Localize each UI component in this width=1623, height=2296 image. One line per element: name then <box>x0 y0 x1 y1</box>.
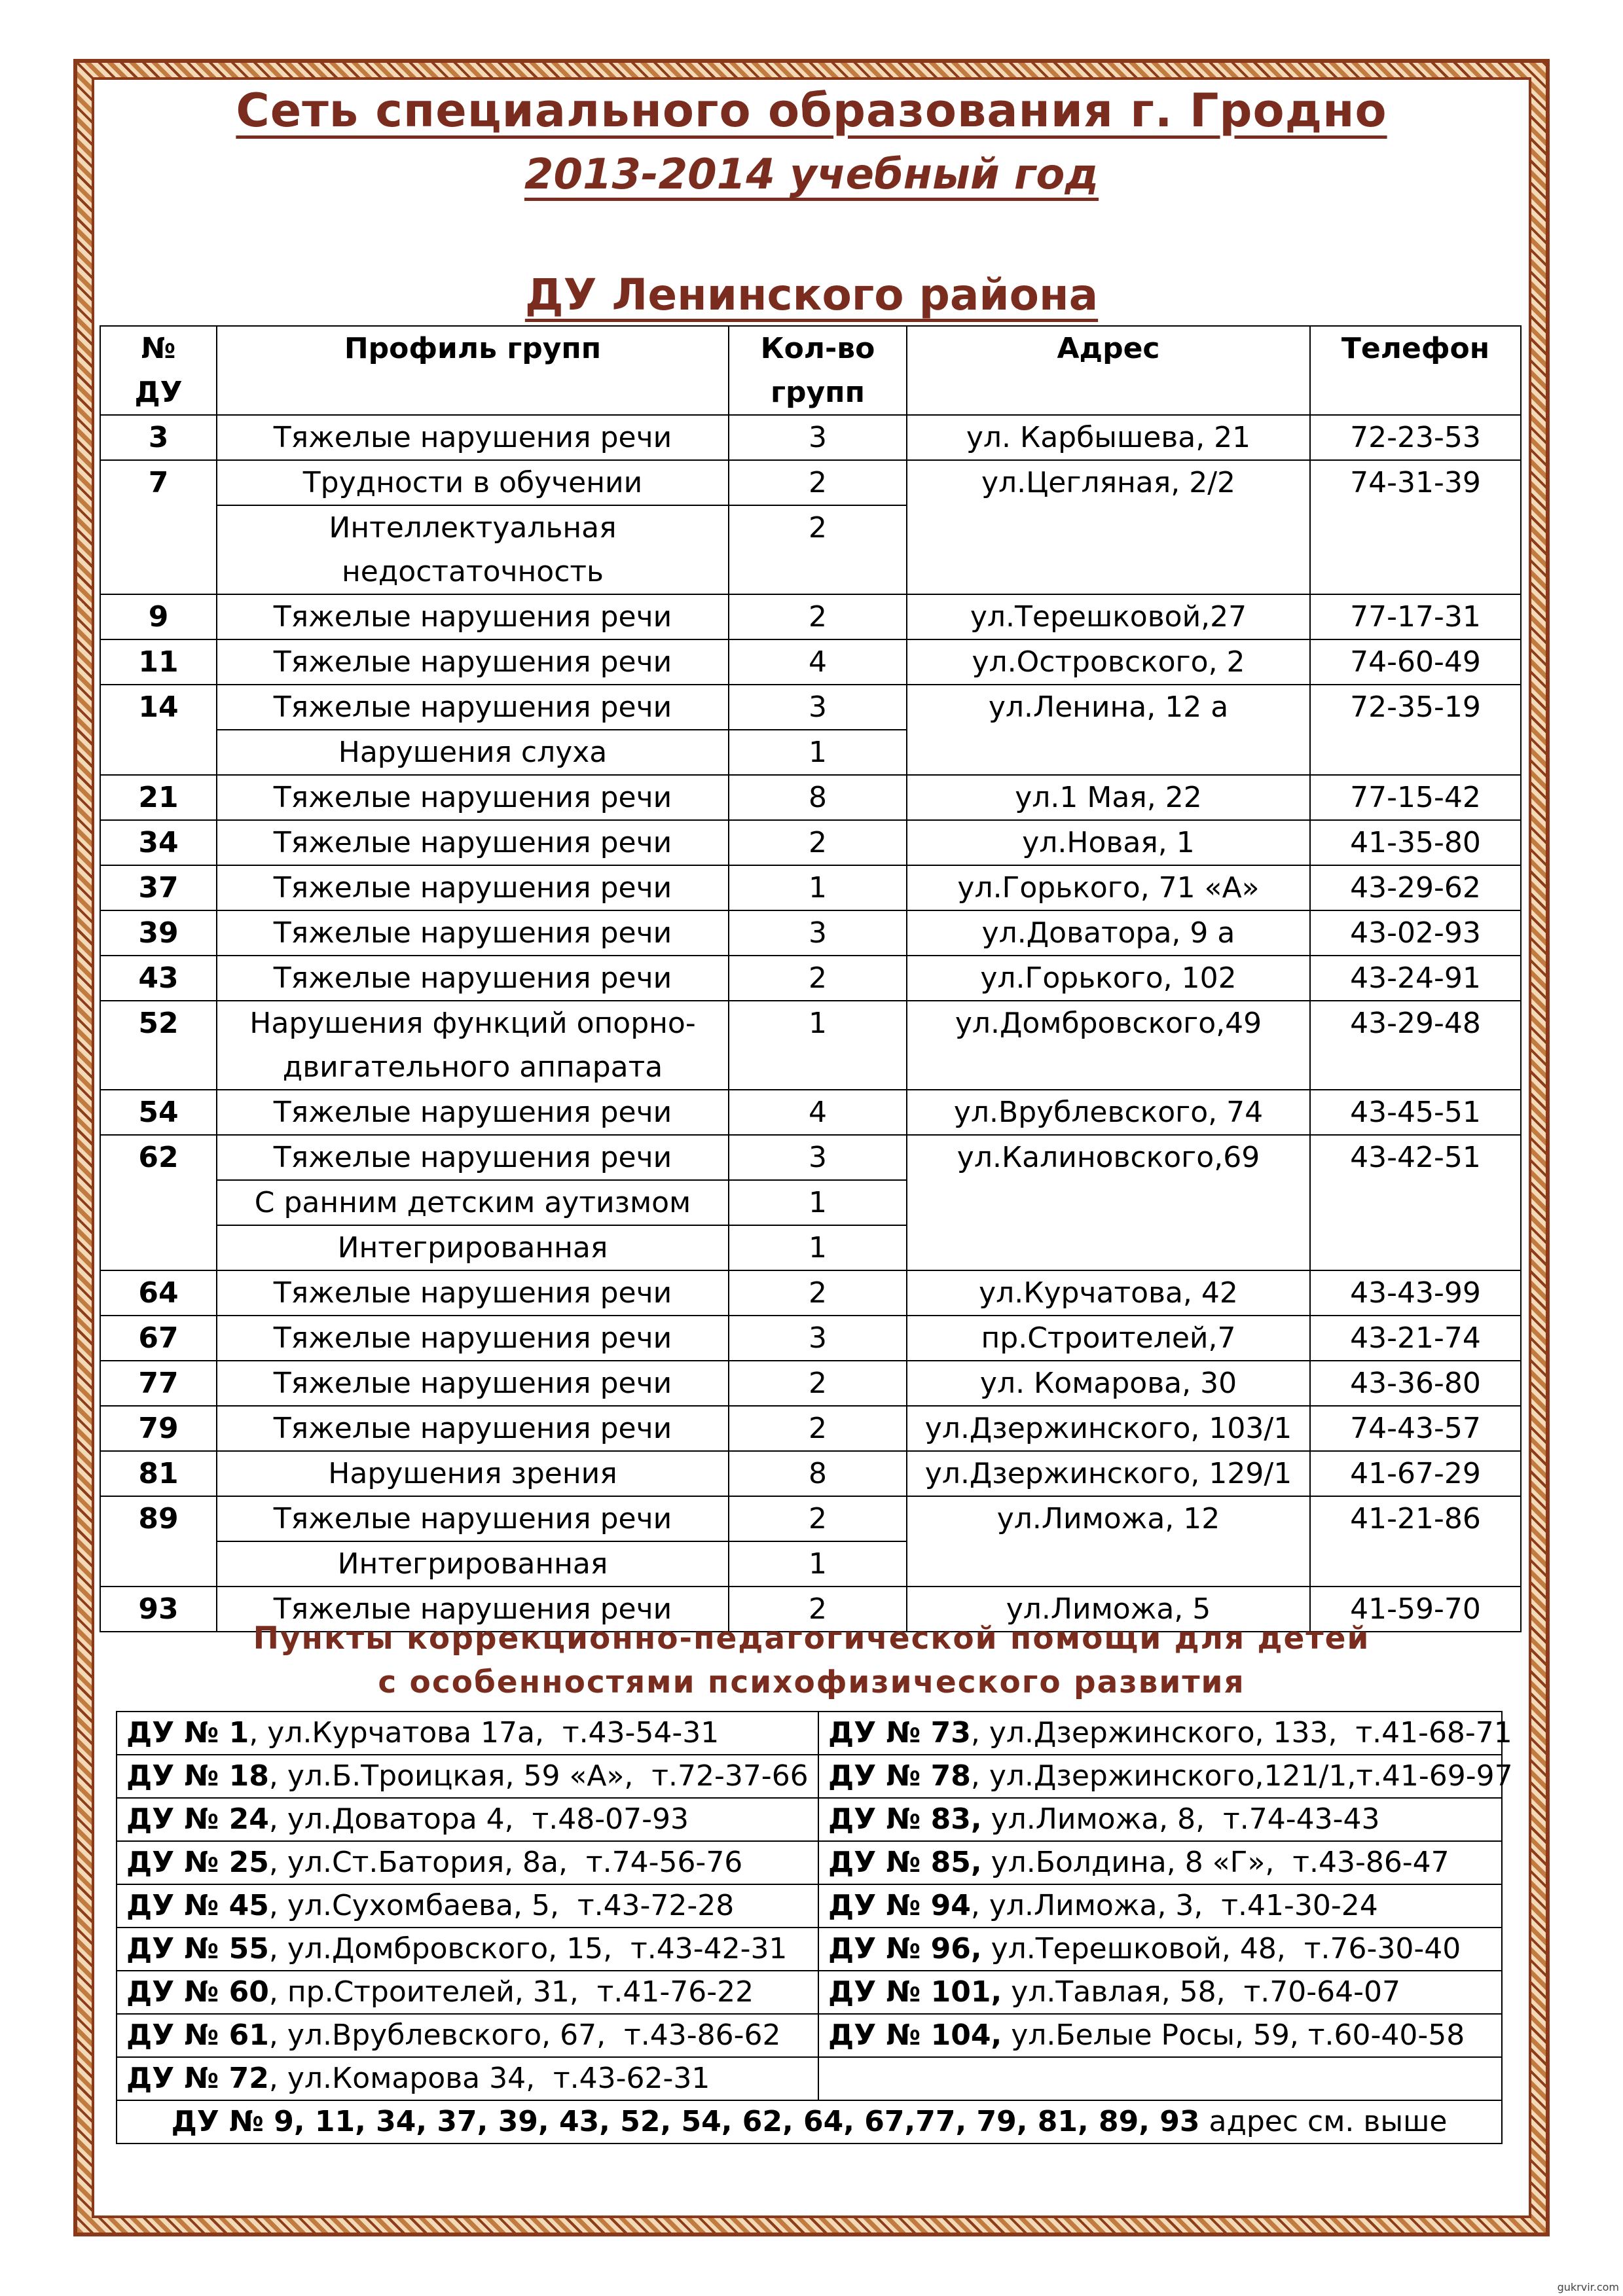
point-address: , ул.Врублевского, 67, т.43-86-62 <box>268 2018 781 2052</box>
group-count: 2 <box>729 460 907 505</box>
point-address: ул.Болдина, 8 «Г», т.43-86-47 <box>981 1846 1450 1879</box>
footer-du-list: ДУ № 9, 11, 34, 37, 39, 43, 52, 54, 62, 64, 67,77, 79, 81, 89, 93 <box>171 2105 1200 2138</box>
group-profile: Тяжелые нарушения речи <box>217 1361 729 1406</box>
point-address: , пр.Строителей, 31, т.41-76-22 <box>268 1975 754 2009</box>
point-address: , ул.Ст.Батория, 8а, т.74-56-76 <box>268 1846 743 1879</box>
point-address: , ул.Дзержинского, 133, т.41-68-71 <box>970 1716 1512 1749</box>
table-row <box>100 1496 1521 1541</box>
point-du-number: ДУ № 104, <box>828 2018 1002 2052</box>
point-du-number: ДУ № 101, <box>828 1975 1002 2009</box>
group-profile: Тяжелые нарушения речи <box>217 775 729 820</box>
point-du-number: ДУ № 60 <box>126 1975 269 2009</box>
point-entry <box>117 1712 818 1755</box>
group-count: 2 <box>729 505 907 594</box>
du-number: 37 <box>100 865 217 910</box>
du-number: 43 <box>100 956 217 1001</box>
group-count: 2 <box>729 594 907 639</box>
empty-cell <box>818 2057 1502 2100</box>
group-profile: Тяжелые нарушения речи <box>217 685 729 730</box>
point-du-number: ДУ № 18 <box>126 1759 269 1793</box>
column-header-profile: Профиль групп <box>217 326 729 415</box>
group-count: 4 <box>729 639 907 685</box>
group-profile: Тяжелые нарушения речи <box>217 1316 729 1361</box>
phone: 43-43-99 <box>1310 1270 1521 1316</box>
phone: 74-60-49 <box>1310 639 1521 685</box>
group-count: 8 <box>729 1451 907 1496</box>
group-count: 8 <box>729 775 907 820</box>
school-year: 2013-2014 учебный год <box>524 151 1099 199</box>
column-header-phone: Телефон <box>1310 326 1521 415</box>
point-du-number: ДУ № 24 <box>126 1803 269 1836</box>
point-address: , ул.Домбровского, 15, т.43-42-31 <box>268 1932 788 1965</box>
table-row <box>100 910 1521 956</box>
point-entry <box>818 1798 1502 1841</box>
correction-points-table <box>116 1711 1513 2144</box>
du-number: 21 <box>100 775 217 820</box>
phone: 43-24-91 <box>1310 956 1521 1001</box>
table-row <box>100 1361 1521 1406</box>
du-number: 14 <box>100 685 217 775</box>
address: ул.Лиможа, 5 <box>907 1587 1310 1632</box>
du-number: 93 <box>100 1587 217 1632</box>
group-profile: Интегрированная <box>217 1541 729 1587</box>
group-profile: Тяжелые нарушения речи <box>217 1406 729 1451</box>
table-row <box>117 1712 1502 1755</box>
address: ул.Домбровского,49 <box>907 1001 1310 1090</box>
point-du-number: ДУ № 83, <box>828 1803 982 1836</box>
address: ул.Цегляная, 2/2 <box>907 460 1310 594</box>
table-row <box>117 1928 1502 1971</box>
point-entry <box>117 1971 818 2014</box>
group-count: 3 <box>729 415 907 460</box>
address: ул.1 Мая, 22 <box>907 775 1310 820</box>
group-count: 1 <box>729 865 907 910</box>
table-row <box>100 1001 1521 1090</box>
table-row <box>117 1971 1502 2014</box>
group-profile: Интегрированная <box>217 1225 729 1270</box>
du-number: 54 <box>100 1090 217 1135</box>
group-profile: Тяжелые нарушения речи <box>217 865 729 910</box>
group-profile: Тяжелые нарушения речи <box>217 1135 729 1180</box>
point-address: , ул.Б.Троицкая, 59 «А», т.72-37-66 <box>268 1759 809 1793</box>
point-entry <box>818 1928 1502 1971</box>
phone: 43-42-51 <box>1310 1135 1521 1270</box>
table-row <box>100 1451 1521 1496</box>
group-profile: Тяжелые нарушения речи <box>217 639 729 685</box>
address: ул.Горького, 102 <box>907 956 1310 1001</box>
point-address: ул.Тавлая, 58, т.70-64-07 <box>1002 1975 1400 2009</box>
group-count: 3 <box>729 910 907 956</box>
group-count: 2 <box>729 1496 907 1541</box>
du-number: 64 <box>100 1270 217 1316</box>
table-row <box>117 1755 1502 1798</box>
du-number: 67 <box>100 1316 217 1361</box>
group-profile: Тяжелые нарушения речи <box>217 1496 729 1541</box>
address: ул.Доватора, 9 а <box>907 910 1310 956</box>
table-row <box>100 1135 1521 1180</box>
du-number: 7 <box>100 460 217 594</box>
address: ул. Карбышева, 21 <box>907 415 1310 460</box>
table-row <box>100 594 1521 639</box>
du-number: 89 <box>100 1496 217 1587</box>
column-header-count <box>729 326 907 415</box>
group-profile: Нарушения слуха <box>217 730 729 775</box>
group-profile: Тяжелые нарушения речи <box>217 910 729 956</box>
du-number: 77 <box>100 1361 217 1406</box>
phone: 41-59-70 <box>1310 1587 1521 1632</box>
du-number: 9 <box>100 594 217 639</box>
table-row <box>100 460 1521 505</box>
table-row <box>100 415 1521 460</box>
point-du-number: ДУ № 94 <box>828 1889 971 1922</box>
phone: 41-21-86 <box>1310 1496 1521 1587</box>
point-address: , ул.Сухомбаева, 5, т.43-72-28 <box>268 1889 735 1922</box>
point-du-number: ДУ № 1 <box>126 1716 249 1749</box>
point-entry <box>818 1755 1513 1798</box>
point-address: , ул.Дзержинского,121/1,т.41-69-97 <box>970 1759 1513 1793</box>
point-address: ул.Белые Росы, 59, т.60-40-58 <box>1002 2018 1465 2052</box>
group-count: 1 <box>729 1541 907 1587</box>
group-profile: Трудности в обучении <box>217 460 729 505</box>
du-number: 62 <box>100 1135 217 1270</box>
phone: 41-35-80 <box>1310 820 1521 865</box>
table-header-row <box>100 326 1521 415</box>
address: пр.Строителей,7 <box>907 1316 1310 1361</box>
group-count: 2 <box>729 1406 907 1451</box>
group-count: 2 <box>729 956 907 1001</box>
table-row <box>100 865 1521 910</box>
group-count: 3 <box>729 1135 907 1180</box>
group-profile: Нарушения зрения <box>217 1451 729 1496</box>
footer-note: адрес см. выше <box>1199 2105 1448 2138</box>
table-row <box>100 1090 1521 1135</box>
points-footer <box>117 2100 1502 2144</box>
page-title: Сеть специального образования г. Гродно <box>236 84 1387 137</box>
points-title-line1: Пункты коррекционно-педагогической помощи для детей <box>253 1621 1370 1657</box>
table-row <box>100 639 1521 685</box>
table-row <box>100 775 1521 820</box>
group-profile: Тяжелые нарушения речи <box>217 820 729 865</box>
address: ул. Комарова, 30 <box>907 1361 1310 1406</box>
point-entry <box>818 2014 1502 2057</box>
table-row <box>100 685 1521 730</box>
point-entry <box>117 1928 818 1971</box>
address: ул.Курчатова, 42 <box>907 1270 1310 1316</box>
points-table-body <box>117 1712 1513 2144</box>
points-title-line2: с особенностями психофизического развития <box>378 1664 1245 1700</box>
column-header-num-line1: № <box>141 332 176 365</box>
point-entry <box>818 1841 1502 1884</box>
group-profile: Интеллектуальная недостаточность <box>217 505 729 594</box>
group-count: 3 <box>729 1316 907 1361</box>
point-address: , ул.Комарова 34, т.43-62-31 <box>268 2062 710 2095</box>
point-entry <box>117 1755 818 1798</box>
group-profile: Тяжелые нарушения речи <box>217 1270 729 1316</box>
point-entry <box>117 1884 818 1928</box>
phone: 43-36-80 <box>1310 1361 1521 1406</box>
group-count: 2 <box>729 1587 907 1632</box>
address: ул.Новая, 1 <box>907 820 1310 865</box>
point-du-number: ДУ № 85, <box>828 1846 982 1879</box>
column-header-address: Адрес <box>907 326 1310 415</box>
phone: 74-43-57 <box>1310 1406 1521 1451</box>
point-du-number: ДУ № 78 <box>828 1759 971 1793</box>
table-row <box>117 1798 1502 1841</box>
point-address: ул.Терешковой, 48, т.76-30-40 <box>981 1932 1461 1965</box>
point-entry <box>117 2057 818 2100</box>
point-entry <box>818 1971 1502 2014</box>
address: ул.Дзержинского, 103/1 <box>907 1406 1310 1451</box>
address: ул.Врублевского, 74 <box>907 1090 1310 1135</box>
table-row <box>117 2100 1502 2144</box>
group-profile: Тяжелые нарушения речи <box>217 594 729 639</box>
group-profile: Нарушения функций опорно-двигательного аппарата <box>217 1001 729 1090</box>
point-du-number: ДУ № 45 <box>126 1889 269 1922</box>
phone: 74-31-39 <box>1310 460 1521 594</box>
point-du-number: ДУ № 55 <box>126 1932 269 1965</box>
group-profile: С ранним детским аутизмом <box>217 1180 729 1225</box>
point-address: , ул.Курчатова 17а, т.43-54-31 <box>249 1716 720 1749</box>
table-row <box>100 1270 1521 1316</box>
phone: 43-29-48 <box>1310 1001 1521 1090</box>
point-du-number: ДУ № 25 <box>126 1846 269 1879</box>
table-body <box>100 415 1521 1632</box>
group-profile: Тяжелые нарушения речи <box>217 1090 729 1135</box>
du-number: 81 <box>100 1451 217 1496</box>
du-number: 39 <box>100 910 217 956</box>
table-row <box>117 1841 1502 1884</box>
group-count: 1 <box>729 1225 907 1270</box>
group-count: 2 <box>729 820 907 865</box>
district-heading: ДУ Ленинского района <box>524 270 1099 320</box>
phone: 41-67-29 <box>1310 1451 1521 1496</box>
phone: 77-15-42 <box>1310 775 1521 820</box>
address: ул.Лиможа, 12 <box>907 1496 1310 1587</box>
address: ул.Дзержинского, 129/1 <box>907 1451 1310 1496</box>
phone: 43-45-51 <box>1310 1090 1521 1135</box>
group-profile: Тяжелые нарушения речи <box>217 1587 729 1632</box>
point-du-number: ДУ № 96, <box>828 1932 982 1965</box>
du-number: 3 <box>100 415 217 460</box>
column-header-count-line1: Кол-во <box>760 332 875 365</box>
point-entry <box>117 1798 818 1841</box>
du-number: 79 <box>100 1406 217 1451</box>
phone: 43-21-74 <box>1310 1316 1521 1361</box>
phone: 72-35-19 <box>1310 685 1521 775</box>
column-header-num <box>100 326 217 415</box>
group-count: 2 <box>729 1270 907 1316</box>
group-count: 1 <box>729 1180 907 1225</box>
phone: 72-23-53 <box>1310 415 1521 460</box>
phone: 43-02-93 <box>1310 910 1521 956</box>
table-row <box>117 2014 1502 2057</box>
point-entry <box>818 1884 1502 1928</box>
address: ул.Калиновского,69 <box>907 1135 1310 1270</box>
table-row <box>100 1316 1521 1361</box>
point-entry <box>818 1712 1512 1755</box>
table-row <box>100 820 1521 865</box>
group-count: 3 <box>729 685 907 730</box>
point-entry <box>117 2014 818 2057</box>
phone: 77-17-31 <box>1310 594 1521 639</box>
institutions-table <box>100 325 1522 1632</box>
group-count: 4 <box>729 1090 907 1135</box>
group-count: 1 <box>729 1001 907 1090</box>
table-row <box>100 956 1521 1001</box>
table-row <box>117 2057 1502 2100</box>
address: ул.Островского, 2 <box>907 639 1310 685</box>
du-number: 52 <box>100 1001 217 1090</box>
group-profile: Тяжелые нарушения речи <box>217 415 729 460</box>
point-address: ул.Лиможа, 8, т.74-43-43 <box>981 1803 1380 1836</box>
watermark: gukrvir.com <box>1557 2281 1619 2293</box>
du-number: 11 <box>100 639 217 685</box>
address: ул.Терешковой,27 <box>907 594 1310 639</box>
group-count: 2 <box>729 1361 907 1406</box>
point-du-number: ДУ № 72 <box>126 2062 269 2095</box>
point-address: , ул.Лиможа, 3, т.41-30-24 <box>970 1889 1378 1922</box>
point-du-number: ДУ № 61 <box>126 2018 269 2052</box>
column-header-count-line2: групп <box>771 376 865 409</box>
table-row <box>117 1884 1502 1928</box>
column-header-num-line2: ДУ <box>134 376 183 409</box>
group-count: 1 <box>729 730 907 775</box>
point-du-number: ДУ № 73 <box>828 1716 971 1749</box>
point-entry <box>117 1841 818 1884</box>
address: ул.Ленина, 12 а <box>907 685 1310 775</box>
du-number: 34 <box>100 820 217 865</box>
phone: 43-29-62 <box>1310 865 1521 910</box>
group-profile: Тяжелые нарушения речи <box>217 956 729 1001</box>
address: ул.Горького, 71 «А» <box>907 865 1310 910</box>
point-address: , ул.Доватора 4, т.48-07-93 <box>268 1803 689 1836</box>
table-row <box>100 1406 1521 1451</box>
